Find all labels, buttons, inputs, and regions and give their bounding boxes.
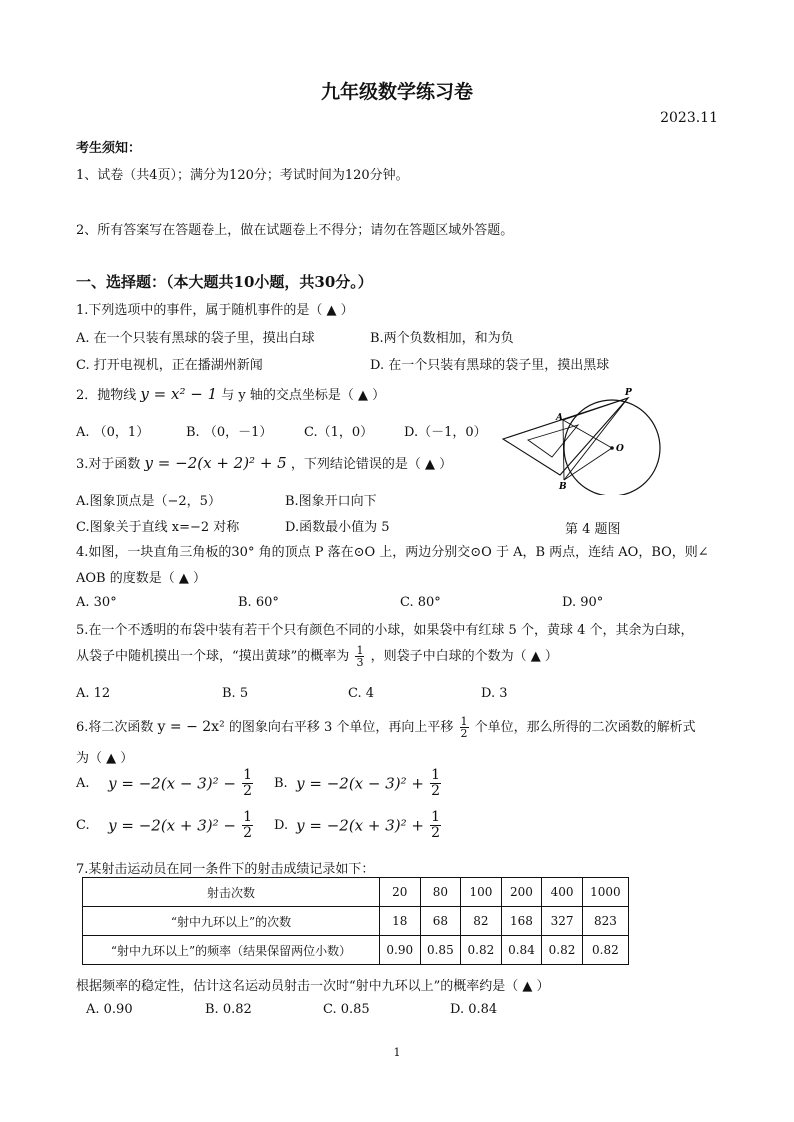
triangle-ruler-inner — [528, 425, 578, 457]
q2-option-d: D.（－1，0） — [404, 425, 487, 440]
q6-option-d-fraction — [430, 810, 441, 841]
q6-stem-formula: y = − 2x² — [157, 719, 225, 735]
q3-stem — [76, 453, 452, 472]
table-cell: 823 — [582, 907, 628, 936]
notice-heading: 考生须知： — [76, 141, 142, 156]
q2-stem-post: 与 y 轴的交点坐标是（ ▲ ） — [221, 388, 386, 403]
q6-option-c-label: C. — [76, 818, 90, 833]
section-heading: 一、选择题：（本大题共10小题，共30分。） — [76, 273, 373, 291]
q5-option-c: C. 4 — [348, 686, 375, 701]
table-cell: 0.82 — [582, 936, 628, 965]
exam-date: 2023.11 — [660, 110, 718, 126]
table-cell: 0.84 — [501, 936, 542, 965]
q6-option-b — [274, 768, 443, 799]
q7-option-d: D. 0.84 — [450, 1002, 498, 1017]
q3-formula: y = −2(x + 2)² + 5 — [144, 454, 287, 472]
q6-option-d-label: D. — [274, 818, 289, 833]
table-cell: 0.85 — [420, 936, 461, 965]
q2-option-c: C.（1，0） — [304, 425, 374, 440]
q3-option-b: B.图象开口向下 — [285, 494, 377, 509]
q1-option-a: A. 在一个只装有黑球的袋子里，摸出白球 — [76, 331, 315, 346]
q6-option-c-fraction — [242, 810, 253, 841]
q7-option-b: B. 0.82 — [205, 1002, 252, 1017]
q5-option-a: A. 12 — [76, 686, 111, 701]
table-row-label: “射中九环以上”的次数 — [83, 907, 380, 936]
table-row — [83, 907, 629, 936]
q3-stem-post: ，下列结论错误的是（ ▲ ） — [290, 457, 453, 472]
figure-4-diagram — [500, 385, 670, 495]
table-row — [83, 878, 629, 907]
table-cell: 80 — [420, 878, 461, 907]
line-bo — [564, 448, 612, 480]
q1-option-c: C. 打开电视机，正在播湖州新闻 — [76, 358, 263, 373]
q7-option-c: C. 0.85 — [323, 1002, 370, 1017]
q6-option-c-formula: y = −2(x + 3)² − — [108, 816, 236, 835]
q5-stem-line-2 — [76, 645, 558, 668]
q6-option-a — [76, 768, 255, 799]
q6-option-a-fraction — [242, 768, 253, 799]
table-cell: 18 — [380, 907, 421, 936]
q6-option-a-formula: y = −2(x − 3)² − — [108, 774, 236, 793]
q6-option-c-fraction-denominator: 2 — [243, 825, 253, 841]
table-cell: 0.90 — [380, 936, 421, 965]
q1-option-d: D. 在一个只装有黑球的袋子里，摸出黑球 — [370, 358, 610, 373]
q6-stem-pre: 6.将二次函数 — [76, 720, 154, 735]
q6-stem-mid: 的图象向右平移 3 个单位，再向上平移 — [228, 720, 454, 735]
q6-option-b-fraction-denominator: 2 — [431, 783, 441, 799]
q3-stem-pre: 3.对于函数 — [76, 457, 141, 472]
q5-stem-post: ，则袋子中白球的个数为（ ▲ ） — [370, 649, 558, 664]
q2-formula: y = x² − 1 — [140, 385, 218, 403]
q2-option-a: A. （0，1） — [76, 425, 150, 440]
label-o: O — [616, 444, 624, 454]
table-cell: 100 — [461, 878, 502, 907]
q4-option-a: A. 30° — [76, 595, 117, 610]
table-cell: 68 — [420, 907, 461, 936]
q6-option-b-label: B. — [274, 776, 288, 791]
q4-stem-line-1: 4.如图，一块直角三角板的30° 角的顶点 P 落在⊙O 上，两边分别交⊙O 于 A，B 两点，连结 AO，BO，则∠ — [76, 545, 709, 560]
q2-stem-pre: 2．抛物线 — [76, 388, 137, 403]
q3-option-d: D.函数最小值为 5 — [285, 520, 390, 535]
q6-stem-fraction-denominator: 2 — [460, 727, 468, 740]
q6-option-a-fraction-numerator: 1 — [243, 767, 253, 783]
q6-option-d-fraction-denominator: 2 — [431, 825, 441, 841]
q5-stem-line-1: 5.在一个不透明的布袋中装有若干个只有颜色不同的小球，如果袋中有红球 5 个，黄球 4 个，其余为白球， — [76, 623, 694, 638]
q6-option-b-fraction-numerator: 1 — [431, 767, 441, 783]
q3-option-c: C.图象关于直线 x=−2 对称 — [76, 520, 240, 535]
table-row-label: 射击次数 — [83, 878, 380, 907]
q7-option-a: A. 0.90 — [86, 1002, 133, 1017]
q5-stem-pre: 从袋子中随机摸出一个球，“摸出黄球”的概率为 — [76, 649, 350, 664]
q3-option-a: A.图象顶点是（−2，5） — [76, 494, 221, 509]
q6-stem-fraction — [460, 716, 469, 739]
q4-option-d: D. 90° — [562, 595, 604, 610]
q6-option-d-fraction-numerator: 1 — [431, 809, 441, 825]
q4-stem-line-2: AOB 的度数是（ ▲ ） — [76, 571, 206, 586]
table-cell: 82 — [461, 907, 502, 936]
q7-follow-up: 根据频率的稳定性，估计这名运动员射击一次时“射中九环以上”的概率约是（ ▲ ） — [76, 979, 550, 994]
q7-data-table — [82, 877, 629, 965]
table-row — [83, 936, 629, 965]
q5-option-d: D. 3 — [481, 686, 508, 701]
q1-option-b: B.两个负数相加，和为负 — [370, 331, 514, 346]
q2-option-b: B. （0，－1） — [186, 425, 273, 440]
table-cell: 20 — [380, 878, 421, 907]
q6-stem-post: 个单位，那么所得的二次函数的解析式 — [474, 720, 696, 735]
label-b: B — [559, 482, 567, 492]
table-row-label: “射中九环以上”的频率（结果保留两位小数） — [83, 936, 380, 965]
q5-fraction — [355, 645, 364, 668]
q5-fraction-denominator: 3 — [356, 656, 364, 669]
q6-option-d-formula: y = −2(x + 3)² + — [296, 816, 424, 835]
label-a: A — [556, 413, 563, 423]
q7-stem: 7.某射击运动员在同一条件下的射击成绩记录如下： — [76, 862, 375, 877]
page-title: 九年级数学练习卷 — [320, 81, 473, 103]
figure-4-caption: 第 4 题图 — [565, 522, 621, 537]
notice-line-1: 1、试卷（共4页）；满分为120分；考试时间为120分钟。 — [76, 168, 409, 183]
table-cell: 0.82 — [542, 936, 583, 965]
q6-option-c — [76, 810, 255, 841]
label-p: P — [625, 388, 632, 398]
q6-option-a-fraction-denominator: 2 — [243, 783, 253, 799]
table-cell: 400 — [542, 878, 583, 907]
q4-option-c: C. 80° — [400, 595, 441, 610]
q2-stem — [76, 384, 385, 403]
q1-stem: 1.下列选项中的事件，属于随机事件的是（ ▲ ） — [76, 303, 354, 318]
table-cell: 327 — [542, 907, 583, 936]
table-cell: 1000 — [582, 878, 628, 907]
q6-option-a-label: A. — [76, 776, 90, 791]
notice-line-2: 2、所有答案写在答题卷上，做在试题卷上不得分；请勿在答题区域外答题。 — [76, 223, 514, 238]
q6-option-d — [274, 810, 443, 841]
table-cell: 200 — [501, 878, 542, 907]
q6-stem-line-1 — [76, 716, 696, 739]
q6-option-b-formula: y = −2(x − 3)² + — [296, 774, 424, 793]
table-cell: 168 — [501, 907, 542, 936]
q6-option-b-fraction — [430, 768, 441, 799]
q5-option-b: B. 5 — [222, 686, 249, 701]
q6-option-c-fraction-numerator: 1 — [243, 809, 253, 825]
q6-stem-fraction-numerator: 1 — [460, 715, 468, 728]
q4-option-b: B. 60° — [238, 595, 279, 610]
point-o — [610, 446, 614, 450]
q6-stem-line-2: 为（ ▲ ） — [76, 751, 134, 766]
q5-fraction-numerator: 1 — [356, 644, 364, 657]
page-number: 1 — [393, 1046, 401, 1059]
table-cell: 0.82 — [461, 936, 502, 965]
